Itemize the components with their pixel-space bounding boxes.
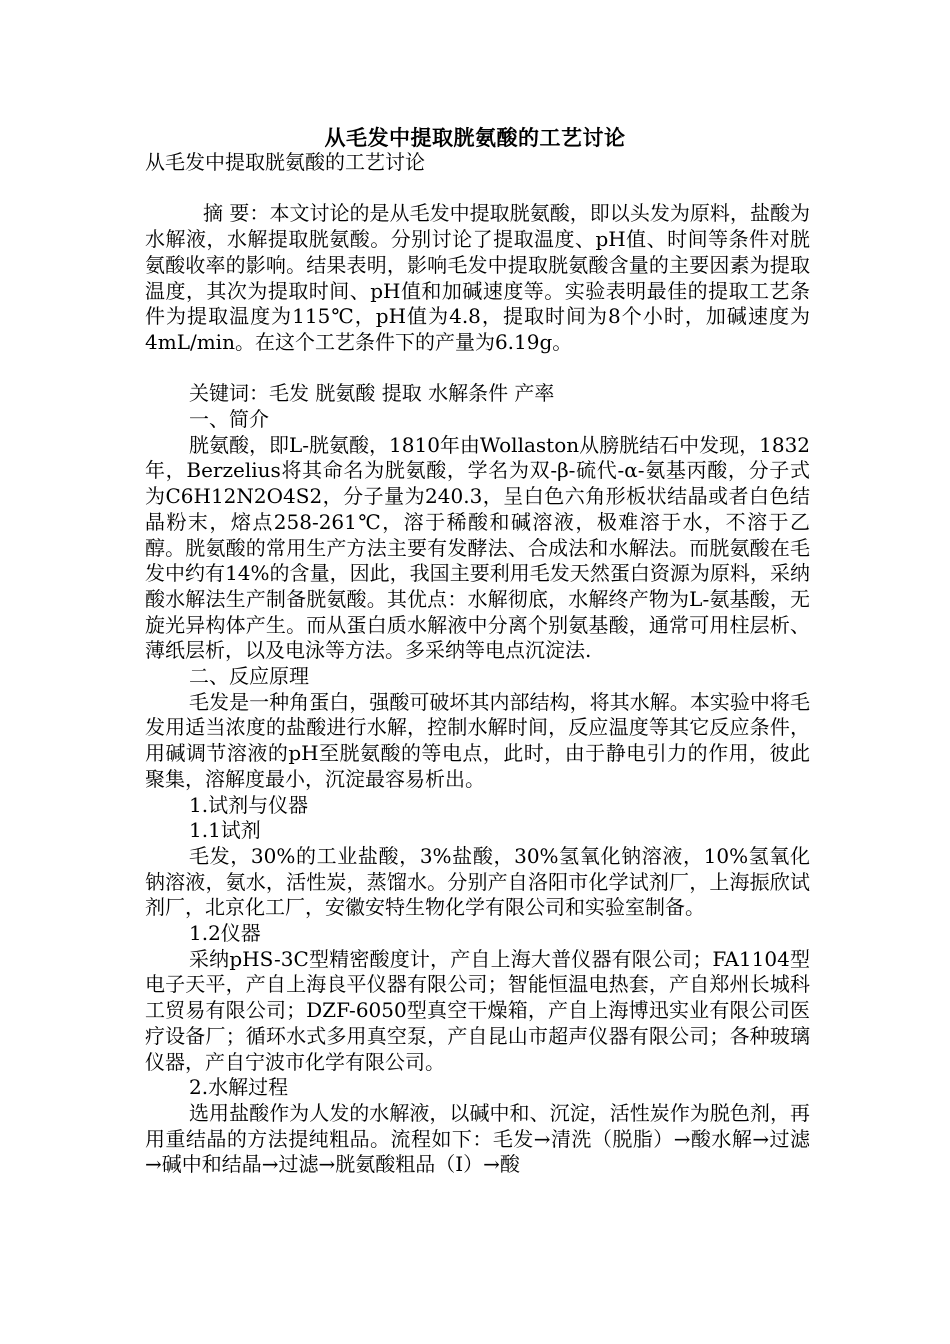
- subsection-heading-instruments: 1.2仪器: [189, 921, 261, 946]
- document-subtitle: 从毛发中提取胱氨酸的工艺讨论: [145, 150, 425, 174]
- hydrolysis-paragraph: 选用盐酸作为人发的水解液，以碱中和、沉淀，活性炭作为脱色剂，再用重结晶的方法提纯粗品。流程如下：毛发→清洗（脱脂）→酸水解→过滤→碱中和结晶→过滤→胱氨酸粗品（Ⅰ）→酸: [145, 1100, 810, 1177]
- instruments-paragraph: 采纳pHS-3C型精密酸度计，产自上海大普仪器有限公司；FA1104型电子天平，产自上海良平仪器有限公司；智能恒温电热套，产自郑州长城科工贸易有限公司；DZF-6050型真空干燥箱，产自上海博迅实业有限公司医疗设备厂；循环水式多用真空泵，产自昆山市超声仪器有限公司；各种玻璃仪器，产自宁波市化学有限公司。: [145, 946, 810, 1074]
- intro-paragraph: 胱氨酸，即L-胱氨酸，1810年由Wollaston从膀胱结石中发现，1832年，Berzelius将其命名为胱氨酸，学名为双-β-硫代-α-氨基丙酸，分子式为C6H12N2O4S2，分子量为240.3，呈白色六角形板状结晶或者白色结晶粉末，熔点258-261℃，溶于稀酸和碱溶液，极难溶于水，不溶于乙醇。胱氨酸的常用生产方法主要有发酵法、合成法和水解法。而胱氨酸在毛发中约有14%的含量，因此，我国主要利用毛发天然蛋白资源为原料，采纳酸水解法生产制备胱氨酸。其优点：水解彻底，水解终产物为L-氨基酸，无旋光异构体产生。而从蛋白质水解液中分离个别氨基酸，通常可用柱层析、薄纸层析，以及电泳等方法。多采纳等电点沉淀法.: [145, 432, 811, 663]
- subsection-heading-hydrolysis: 2.水解过程: [189, 1075, 289, 1100]
- blank-line: [145, 356, 810, 382]
- section-heading-intro: 一、简介: [189, 407, 269, 431]
- subsection-heading-reagents: 1.1试剂: [189, 818, 261, 843]
- reagents-paragraph: 毛发，30%的工业盐酸，3%盐酸，30%氢氧化钠溶液，10%氢氧化钠溶液，氨水，活性炭，蒸馏水。分别产自洛阳市化学试剂厂，上海振欣试剂厂，北京化工厂，安徽安特生物化学有限公司和实验室制备。: [145, 843, 810, 920]
- subsection-heading-reagents-instruments: 1.试剂与仪器: [189, 792, 309, 817]
- blank-line: [145, 176, 810, 202]
- abstract-paragraph: 摘 要：本文讨论的是从毛发中提取胱氨酸，即以头发为原料，盐酸为水解液，水解提取胱氨酸。分别讨论了提取温度、pH值、时间等条件对胱氨酸收率的影响。结果表明，影响毛发中提取胱氨酸含量的主要因素为提取温度，其次为提取时间、pH值和加碱速度等。实验表明最佳的提取工艺条件为提取温度为115℃，pH值为4.8，提取时间为8个小时，加碱速度为4mL/min。在这个工艺条件下的产量为6.19g。: [145, 201, 810, 354]
- keywords-line: 关键词：毛发 胱氨酸 提取 水解条件 产率: [189, 381, 555, 406]
- document-body: [145, 150, 810, 1178]
- document-title: 从毛发中提取胱氨酸的工艺讨论: [324, 125, 626, 150]
- section-heading-principle: 二、反应原理: [189, 664, 309, 689]
- principle-paragraph: 毛发是一种角蛋白，强酸可破坏其内部结构，将其水解。本实验中将毛发用适当浓度的盐酸进行水解，控制水解时间，反应温度等其它反应条件，用碱调节溶液的pH至胱氨酸的等电点，此时，由于静电引力的作用，彼此聚集，溶解度最小，沉淀最容易析出。: [145, 689, 810, 791]
